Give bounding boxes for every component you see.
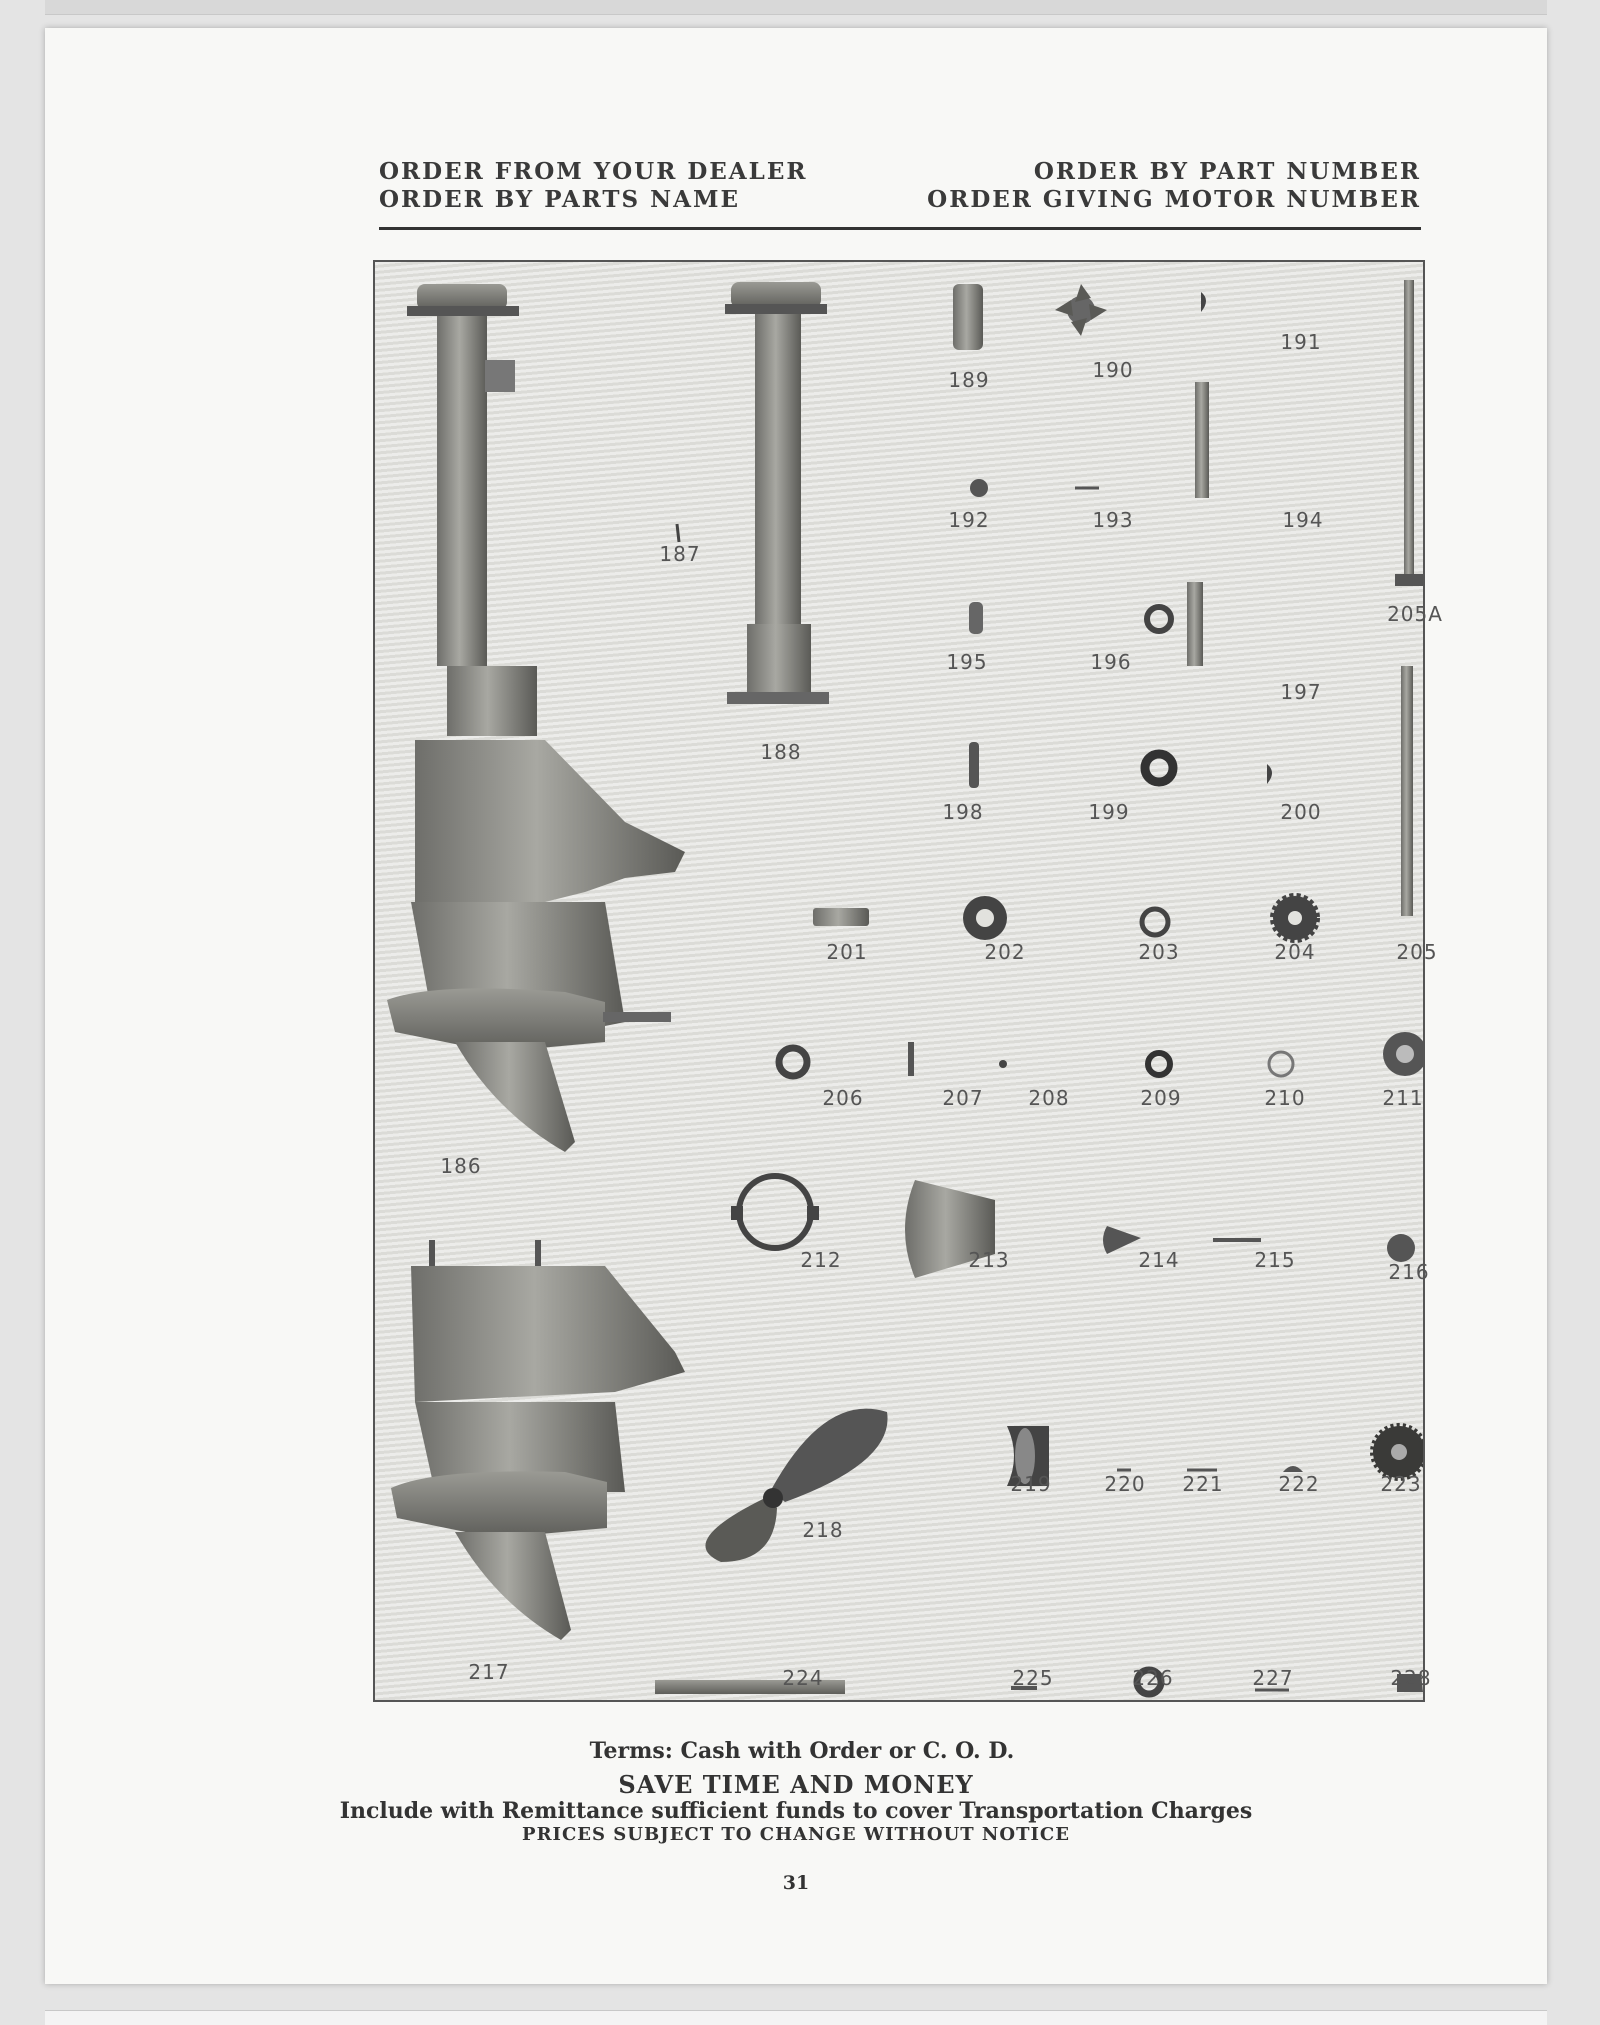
- part-218-drawing: [705, 1409, 887, 1562]
- part-number-227: 227: [1252, 1666, 1294, 1690]
- part-number-219: 219: [1010, 1472, 1052, 1496]
- part-number-224: 224: [782, 1666, 824, 1690]
- part-number-189: 189: [948, 368, 990, 392]
- part-202-drawing: [963, 896, 1007, 940]
- part-number-190: 190: [1092, 358, 1134, 382]
- part-number-213: 213: [968, 1248, 1010, 1272]
- part-number-199: 199: [1088, 800, 1130, 824]
- part-192-drawing: [970, 479, 988, 497]
- part-number-217: 217: [468, 1660, 510, 1684]
- header-left: [379, 158, 807, 214]
- part-number-192: 192: [948, 508, 990, 532]
- part-number-197: 197: [1280, 680, 1322, 704]
- part-214-drawing: [1103, 1226, 1141, 1254]
- part-number-187: 187: [659, 542, 701, 566]
- prices-notice: PRICES SUBJECT TO CHANGE WITHOUT NOTICE: [522, 1824, 1070, 1845]
- part-number-202: 202: [984, 940, 1026, 964]
- part-207-drawing: [908, 1042, 914, 1076]
- page-number: 31: [782, 1872, 810, 1894]
- part-212-drawing: [731, 1176, 819, 1248]
- part-number-216: 216: [1388, 1260, 1430, 1284]
- part-204-drawing: [1273, 896, 1317, 940]
- part-211-drawing: [1383, 1032, 1423, 1076]
- previous-page-edge: [45, 0, 1547, 15]
- part-number-209: 209: [1140, 1086, 1182, 1110]
- part-number-211: 211: [1382, 1086, 1424, 1110]
- part-number-218: 218: [802, 1518, 844, 1542]
- part-201-drawing: [813, 908, 869, 926]
- part-number-210: 210: [1264, 1086, 1306, 1110]
- header-order-from-dealer: ORDER FROM YOUR DEALER: [379, 158, 808, 185]
- remittance-note: Include with Remittance sufficient funds to cover Transportation Charges: [339, 1798, 1253, 1824]
- part-223-drawing: [1373, 1426, 1423, 1478]
- part-216-drawing: [1387, 1234, 1415, 1262]
- part-206-drawing: [779, 1048, 807, 1076]
- part-209-drawing: [1148, 1053, 1170, 1075]
- part-189-drawing: [953, 284, 983, 350]
- part-197-drawing: [1187, 582, 1203, 666]
- terms-text: Terms: Cash with Order or C. O. D.: [589, 1738, 1015, 1764]
- part-number-186: 186: [440, 1154, 482, 1178]
- header-rule: [379, 227, 1421, 230]
- part-number-221: 221: [1182, 1472, 1224, 1496]
- header-right: [927, 158, 1421, 214]
- part-number-200: 200: [1280, 800, 1322, 824]
- part-number-215: 215: [1254, 1248, 1296, 1272]
- parts-illustration-plate: [373, 260, 1443, 1702]
- part-205A-drawing: [1395, 280, 1423, 586]
- part-203-drawing: [1142, 909, 1168, 935]
- part-number-194: 194: [1282, 508, 1324, 532]
- part-number-223: 223: [1380, 1472, 1422, 1496]
- part-number-208: 208: [1028, 1086, 1070, 1110]
- part-188-drawing: [725, 282, 829, 704]
- part-number-198: 198: [942, 800, 984, 824]
- part-190-drawing: [1055, 284, 1107, 336]
- catalog-page: [45, 28, 1547, 1984]
- part-199-drawing: [1145, 754, 1173, 782]
- part-number-207: 207: [942, 1086, 984, 1110]
- part-187-drawing: [677, 524, 679, 542]
- header-order-by-parts-name: ORDER BY PARTS NAME: [379, 186, 740, 213]
- part-number-205: 205: [1396, 940, 1438, 964]
- part-number-225: 225: [1012, 1666, 1054, 1690]
- next-page-edge: [45, 2010, 1547, 2025]
- part-196-drawing: [1147, 607, 1171, 631]
- part-195-drawing: [969, 602, 983, 634]
- part-210-drawing: [1269, 1052, 1293, 1076]
- part-217-drawing: [391, 1240, 685, 1640]
- part-208-drawing: [999, 1060, 1007, 1068]
- part-number-214: 214: [1138, 1248, 1180, 1272]
- part-number-205A: 205A: [1387, 602, 1443, 626]
- part-number-206: 206: [822, 1086, 864, 1110]
- part-number-204: 204: [1274, 940, 1316, 964]
- part-number-220: 220: [1104, 1472, 1146, 1496]
- save-time-heading: SAVE TIME AND MONEY: [618, 1770, 974, 1799]
- part-number-188: 188: [760, 740, 802, 764]
- part-200-drawing: [1267, 764, 1272, 784]
- part-number-191: 191: [1280, 330, 1322, 354]
- part-number-212: 212: [800, 1248, 842, 1272]
- part-205-drawing: [1401, 666, 1413, 916]
- part-number-228: 228: [1390, 1666, 1432, 1690]
- part-number-222: 222: [1278, 1472, 1320, 1496]
- part-198-drawing: [969, 742, 979, 788]
- part-191-drawing: [1201, 292, 1206, 312]
- part-194-drawing: [1195, 382, 1209, 498]
- part-number-201: 201: [826, 940, 868, 964]
- part-number-195: 195: [946, 650, 988, 674]
- part-number-203: 203: [1138, 940, 1180, 964]
- header-order-by-part-number: ORDER BY PART NUMBER: [1033, 158, 1421, 185]
- part-number-226: 226: [1132, 1666, 1174, 1690]
- part-number-193: 193: [1092, 508, 1134, 532]
- part-number-196: 196: [1090, 650, 1132, 674]
- part-186-drawing: [387, 284, 685, 1152]
- header-order-giving-motor-number: ORDER GIVING MOTOR NUMBER: [927, 186, 1421, 213]
- parts-drawing: [375, 262, 1423, 1700]
